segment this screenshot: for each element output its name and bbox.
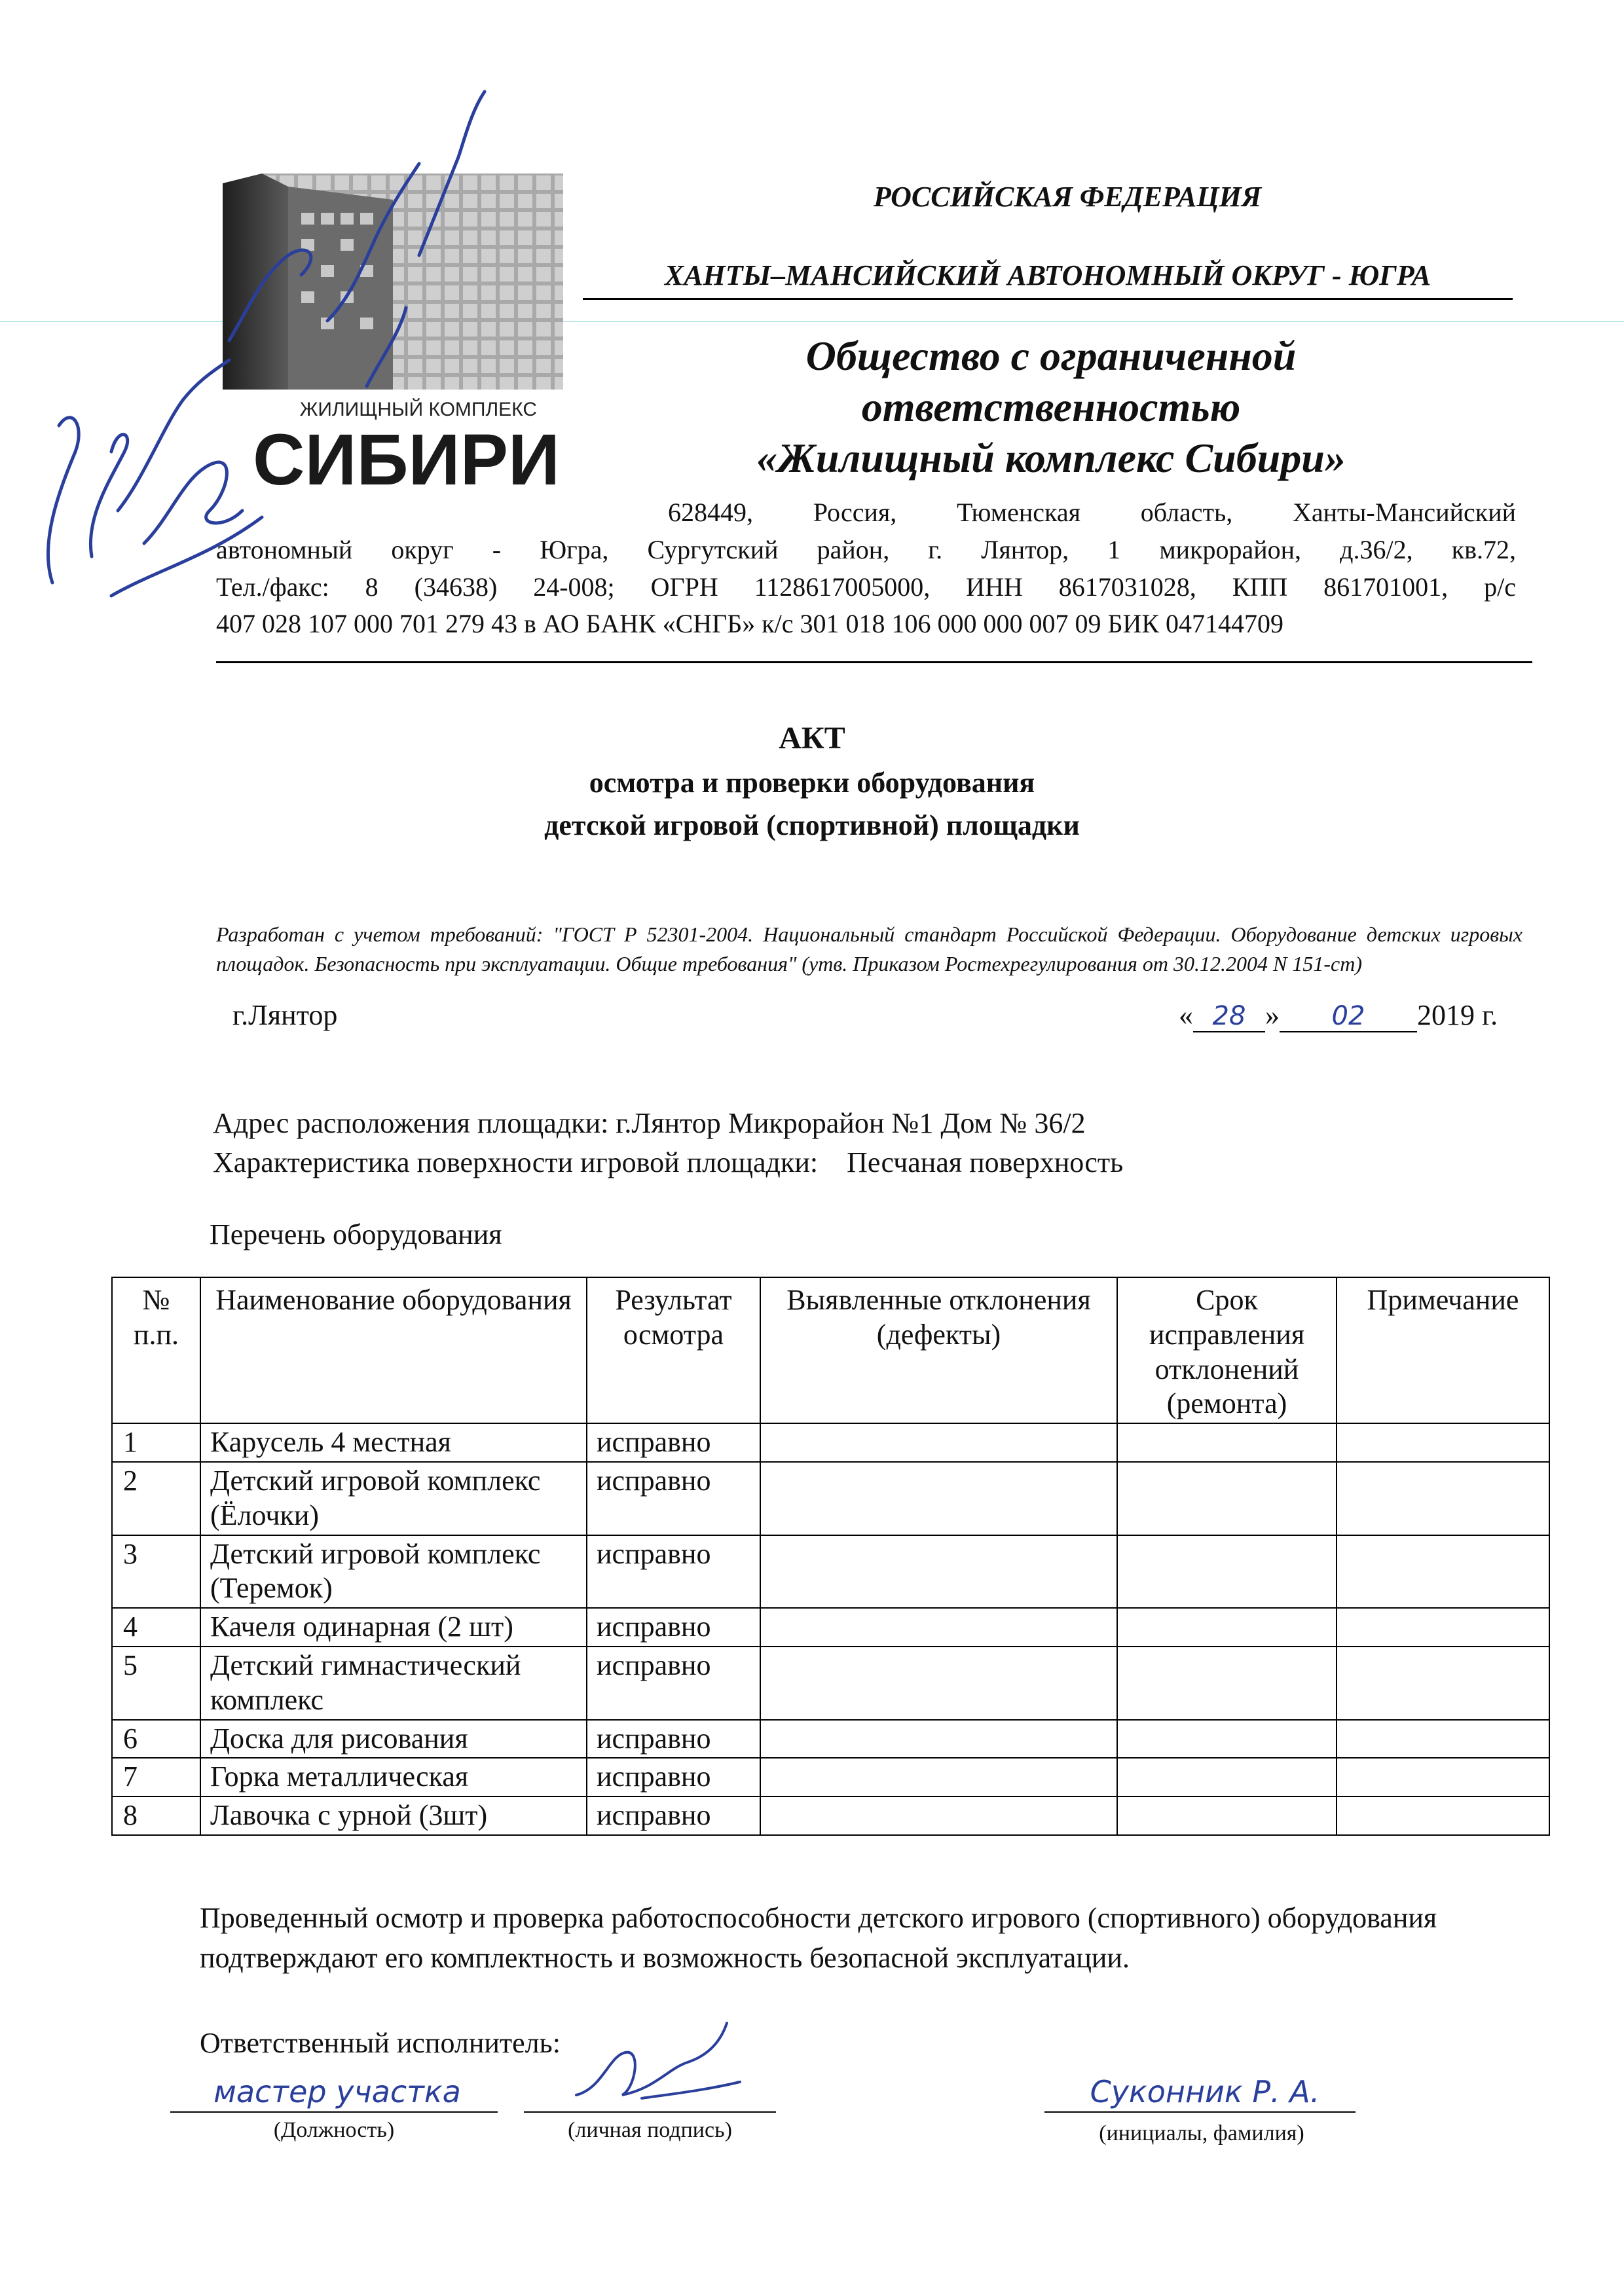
row-result: исправно <box>587 1608 760 1647</box>
signature-caption: (личная подпись) <box>568 2118 732 2142</box>
row-number: 7 <box>112 1758 200 1796</box>
row-term <box>1117 1462 1337 1535</box>
row-number: 2 <box>112 1462 200 1535</box>
date-month: 02 <box>1280 1001 1417 1032</box>
site-address-label: Адрес расположения площадки: <box>213 1107 609 1139</box>
table-row <box>112 1462 1549 1535</box>
row-number: 5 <box>112 1647 200 1720</box>
site-address <box>213 1106 1086 1140</box>
table-row <box>112 1758 1549 1796</box>
table-row <box>112 1796 1549 1835</box>
row-name: Детский игровой комплекс (Ёлочки) <box>200 1462 587 1535</box>
name-value: Суконник Р. А. <box>1090 2074 1320 2109</box>
row-defects <box>760 1423 1117 1462</box>
org-name-line-3: «Жилищный комплекс Сибири» <box>756 435 1346 482</box>
address-line-2: автономный округ - Югра, Сургутский район, г. Лянтор, 1 микрорайон, д.36/2, кв.72, <box>216 534 1516 564</box>
row-name: Карусель 4 местная <box>200 1423 587 1462</box>
col-header-note: Примечание <box>1337 1277 1549 1423</box>
row-result: исправно <box>587 1535 760 1609</box>
standard-reference: Разработан с учетом требований: "ГОСТ Р 52301-2004. Национальный стандарт Российской Федерации. Оборудование детских игровых площадок. Безопасность при эксплуатации. Общие требования" (утв. Приказом Ростехрегулирования от 30.12.2004 N 151-ст) <box>216 922 1522 975</box>
row-defects <box>760 1608 1117 1647</box>
row-number: 6 <box>112 1720 200 1758</box>
row-defects <box>760 1720 1117 1758</box>
row-defects <box>760 1758 1117 1796</box>
equipment-list-title: Перечень оборудования <box>210 1218 502 1250</box>
organization-name <box>629 331 1473 484</box>
row-term <box>1117 1758 1337 1796</box>
row-term <box>1117 1608 1337 1647</box>
row-number: 8 <box>112 1796 200 1835</box>
table-row <box>112 1720 1549 1758</box>
row-term <box>1117 1647 1337 1720</box>
col-header-result: Результат осмотра <box>587 1277 760 1423</box>
row-term <box>1117 1535 1337 1609</box>
address-line-3: Тел./факс: 8 (34638) 24-008; ОГРН 1128617005000, ИНН 8617031028, КПП 861701001, р/с <box>216 572 1516 602</box>
table-row <box>112 1608 1549 1647</box>
row-name: Качеля одинарная (2 шт) <box>200 1608 587 1647</box>
row-name: Лавочка с урной (3шт) <box>200 1796 587 1835</box>
row-name: Горка металлическая <box>200 1758 587 1796</box>
signature-underline <box>524 2111 776 2113</box>
responsible-label: Ответственный исполнитель: <box>200 2027 561 2059</box>
row-name: Детский гимнастический комплекс <box>200 1647 587 1720</box>
row-name: Доска для рисования <box>200 1720 587 1758</box>
date-close-quote: » <box>1265 999 1280 1031</box>
country-name: РОССИЙСКАЯ ФЕДЕРАЦИЯ <box>873 181 1262 213</box>
row-note <box>1337 1647 1549 1720</box>
row-number: 1 <box>112 1423 200 1462</box>
date-year: 2019 г. <box>1417 999 1498 1031</box>
handwritten-resolution <box>13 59 511 648</box>
address-line-4: 407 028 107 000 701 279 43 в АО БАНК «СНГБ» к/с 301 018 106 000 000 007 09 БИК 047144709 <box>216 609 1284 639</box>
row-defects <box>760 1462 1117 1535</box>
col-header-term: Срок исправления отклонений (ремонта) <box>1117 1277 1337 1423</box>
position-underline <box>170 2111 498 2113</box>
row-term <box>1117 1423 1337 1462</box>
row-result: исправно <box>587 1423 760 1462</box>
position-value: мастер участка <box>213 2074 461 2109</box>
col-header-name: Наименование оборудования <box>200 1277 587 1423</box>
table-row <box>112 1535 1549 1609</box>
site-surface-label: Характеристика поверхности игровой площадки: <box>213 1146 819 1178</box>
name-caption: (инициалы, фамилия) <box>1099 2121 1304 2145</box>
row-note <box>1337 1423 1549 1462</box>
row-note <box>1337 1608 1549 1647</box>
site-surface <box>213 1146 1123 1179</box>
table-row <box>112 1423 1549 1462</box>
city-name: г.Лянтор <box>232 999 338 1031</box>
row-result: исправно <box>587 1796 760 1835</box>
conclusion-text: Проведенный осмотр и проверка работоспособности детского игрового (спортивного) оборудования подтверждают его комплектность и возможность безопасной эксплуатации. <box>200 1902 1437 1974</box>
document-date <box>1179 998 1498 1032</box>
row-result: исправно <box>587 1462 760 1535</box>
row-term <box>1117 1720 1337 1758</box>
row-result: исправно <box>587 1758 760 1796</box>
row-note <box>1337 1535 1549 1609</box>
table-header-row <box>112 1277 1549 1423</box>
region-name: ХАНТЫ–МАНСИЙСКИЙ АВТОНОМНЫЙ ОКРУГ - ЮГРА <box>664 259 1431 291</box>
personal-signature <box>563 2016 760 2115</box>
org-name-line-1: Общество с ограниченной <box>805 333 1297 379</box>
equipment-table <box>111 1277 1550 1836</box>
row-note <box>1337 1758 1549 1796</box>
address-line-1: 628449, Россия, Тюменская область, Ханты-Мансийский <box>668 498 1516 527</box>
header-divider <box>216 661 1532 663</box>
logo-name: СИБИРИ <box>252 420 560 500</box>
row-note <box>1337 1796 1549 1835</box>
position-caption: (Должность) <box>273 2118 395 2142</box>
date-day: 28 <box>1193 1001 1265 1032</box>
row-defects <box>760 1535 1117 1609</box>
row-number: 3 <box>112 1535 200 1609</box>
row-defects <box>760 1796 1117 1835</box>
doc-subtitle-2: детской игровой (спортивной) площадки <box>544 809 1080 841</box>
doc-title: АКТ <box>779 721 845 756</box>
table-row <box>112 1647 1549 1720</box>
doc-subtitle-1: осмотра и проверки оборудования <box>589 767 1035 799</box>
row-term <box>1117 1796 1337 1835</box>
row-note <box>1337 1720 1549 1758</box>
site-address-value: г.Лянтор Микрорайон №1 Дом № 36/2 <box>616 1107 1086 1139</box>
row-name: Детский игровой комплекс (Теремок) <box>200 1535 587 1609</box>
row-result: исправно <box>587 1720 760 1758</box>
site-surface-value: Песчаная поверхность <box>847 1146 1124 1178</box>
row-result: исправно <box>587 1647 760 1720</box>
org-name-line-2: ответственностью <box>861 384 1241 431</box>
col-header-defects: Выявленные отклонения (дефекты) <box>760 1277 1117 1423</box>
name-underline <box>1044 2111 1356 2113</box>
row-defects <box>760 1647 1117 1720</box>
col-header-number: № п.п. <box>112 1277 200 1423</box>
date-open-quote: « <box>1179 999 1193 1031</box>
row-number: 4 <box>112 1608 200 1647</box>
region-underline <box>583 298 1513 300</box>
logo-caption: ЖИЛИЩНЫЙ КОМПЛЕКС <box>299 399 537 420</box>
row-note <box>1337 1462 1549 1535</box>
